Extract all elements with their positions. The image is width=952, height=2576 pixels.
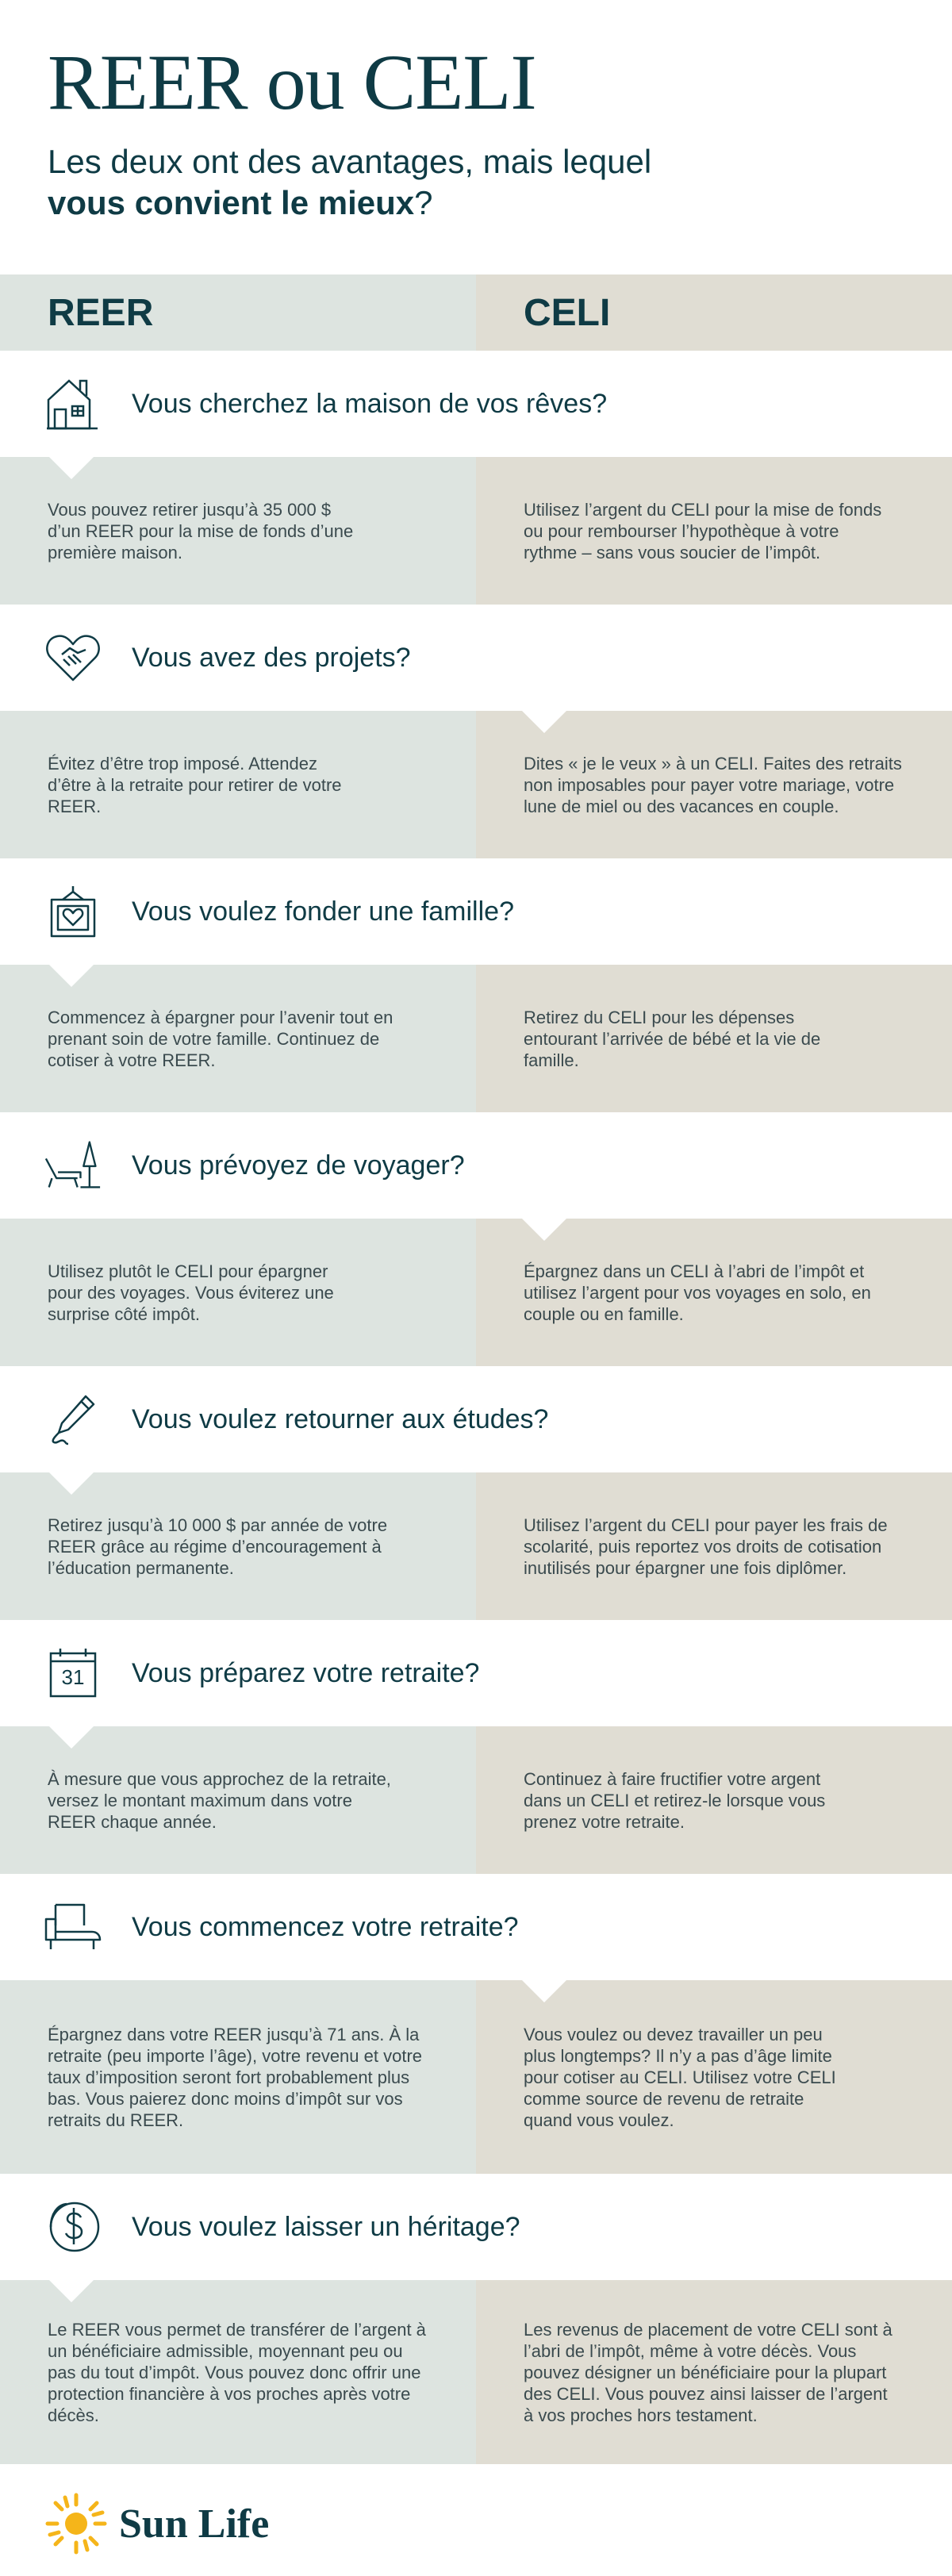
answer-row [0,1980,952,2174]
question-row [0,1620,952,1726]
dollar-coin-icon [44,2198,102,2255]
answer-row [0,2280,952,2464]
answer-row [0,965,952,1112]
celi-answer-text: Continuez à faire fructifier votre argent dans un CELI et retirez-le lorsque vous prenez votre retraite. [524,1768,826,1832]
section-legacy [0,2174,952,2464]
reer-answer-text: Épargnez dans votre REER jusqu’à 71 ans. À la retraite (peu importe l’âge), votre revenu et votre taux d’imposition seront fort probablement plus bas. Vous paierez donc moins d’impôt sur vos retraits du REER. [48,2024,423,2130]
reer-answer-text: Utilisez plutôt le CELI pour épargner pour des voyages. Vous éviterez une surprise côté impôt. [48,1261,334,1324]
pointer-notch [49,965,94,987]
answer-row [0,1472,952,1620]
sun-logo-icon [44,2492,108,2555]
reer-answer-text: Le REER vous permet de transférer de l’argent à un bénéficiaire admissible, moyennant peu ou pas du tout d’impôt. Vous pouvez donc offrir une protection financière à vos proches après votre décès. [48,2319,426,2425]
celi-answer-text: Dites « je le veux » à un CELI. Faites des retraits non imposables pour payer votre mariage, votre lune de miel ou des vacances en couple. [524,753,902,816]
footer [0,2464,952,2576]
reer-answer-text: À mesure que vous approchez de la retraite, versez le montant maximum dans votre REER chaque année. [48,1768,391,1832]
pointer-notch [522,711,566,733]
subtitle-bold: vous convient le mieux [48,184,415,221]
question-text: Vous commencez votre retraite? [132,1911,519,1942]
calendar-day: 31 [61,1665,85,1689]
heart-handshake-icon [44,629,102,686]
question-text: Vous voulez laisser un héritage? [132,2211,520,2242]
question-row [0,351,952,457]
pointer-notch [522,1219,566,1241]
header [0,0,952,274]
celi-answer [476,2280,952,2464]
question-text: Vous voulez retourner aux études? [132,1403,549,1434]
question-text: Vous cherchez la maison de vos rêves? [132,388,608,419]
column-header-celi: CELI [476,274,952,351]
pointer-notch [522,1980,566,2002]
celi-answer [476,1472,952,1620]
pointer-notch [49,457,94,479]
celi-answer-text: Les revenus de placement de votre CELI sont à l’abri de l’impôt, même à votre décès. Vous pouvez désigner un bénéficiaire pour la plupart des CELI. Vous pouvez ainsi laisser de l’argent à vos proches hors testament. [524,2319,892,2425]
brand-logo-text: Sun Life [119,2501,270,2547]
section-retirement-start [0,1874,952,2174]
celi-answer-text: Retirez du CELI pour les dépenses entourant l’arrivée de bébé et la vie de famille. [524,1007,821,1070]
question-row [0,2174,952,2280]
question-row [0,1366,952,1472]
reer-answer [0,711,476,858]
page-subtitle [48,141,730,224]
armchair-icon [44,1898,102,1956]
subtitle-end: ? [414,184,433,221]
section-retirement-prep [0,1620,952,1874]
celi-answer-text: Utilisez l’argent du CELI pour la mise de fonds ou pour rembourser l’hypothèque à votre rythme – sans vous soucier de l’impôt. [524,499,882,562]
subtitle-start: Les deux ont des avantages, mais lequel [48,143,652,180]
house-icon [44,375,102,432]
pencil-icon [44,1391,102,1448]
answer-row [0,711,952,858]
reer-answer [0,1219,476,1366]
section-travel [0,1112,952,1366]
celi-answer-text: Épargnez dans un CELI à l’abri de l’impôt et utilisez l’argent pour vos voyages en solo, en couple ou en famille. [524,1261,871,1324]
celi-answer-text: Vous voulez ou devez travailler un peu plus longtemps? Il n’y a pas d’âge limite pour cotiser au CELI. Utilisez votre CELI comme source de revenu de retraite quand vous voulez. [524,2024,836,2130]
celi-answer-text: Utilisez l’argent du CELI pour payer les frais de scolarité, puis reportez vos droits de cotisation inutilisés pour épargner une fois diplômer. [524,1515,888,1578]
section-family [0,858,952,1112]
section-projects [0,605,952,858]
question-text: Vous prévoyez de voyager? [132,1150,465,1181]
celi-answer [476,965,952,1112]
column-headers [0,274,952,351]
answer-row [0,457,952,605]
answer-row [0,1726,952,1874]
answer-row [0,1219,952,1366]
question-text: Vous préparez votre retraite? [132,1657,480,1688]
reer-answer [0,1980,476,2174]
calendar-icon [44,1645,102,1702]
question-row [0,1112,952,1219]
question-text: Vous voulez fonder une famille? [132,896,514,927]
question-row [0,1874,952,1980]
celi-answer [476,457,952,605]
heart-frame-icon [44,883,102,940]
question-text: Vous avez des projets? [132,642,411,673]
question-row [0,605,952,711]
reer-answer-text: Vous pouvez retirer jusqu’à 35 000 $ d’un REER pour la mise de fonds d’une première maison. [48,499,354,562]
section-studies [0,1366,952,1620]
section-house [0,351,952,605]
reer-answer-text: Commencez à épargner pour l’avenir tout en prenant soin de votre famille. Continuez de cotiser à votre REER. [48,1007,393,1070]
beach-chair-icon [44,1137,102,1194]
pointer-notch [49,1726,94,1749]
pointer-notch [49,2280,94,2302]
celi-answer [476,1726,952,1874]
reer-answer-text: Retirez jusqu’à 10 000 $ par année de votre REER grâce au régime d’encouragement à l’éducation permanente. [48,1515,388,1578]
reer-answer [0,2280,476,2464]
pointer-notch [49,1472,94,1495]
page-title: REER ou CELI [48,38,536,126]
reer-answer-text: Évitez d’être trop imposé. Attendez d’être à la retraite pour retirer de votre REER. [48,753,342,816]
column-header-reer: REER [0,274,476,351]
question-row [0,858,952,965]
celi-answer [476,1980,952,2174]
